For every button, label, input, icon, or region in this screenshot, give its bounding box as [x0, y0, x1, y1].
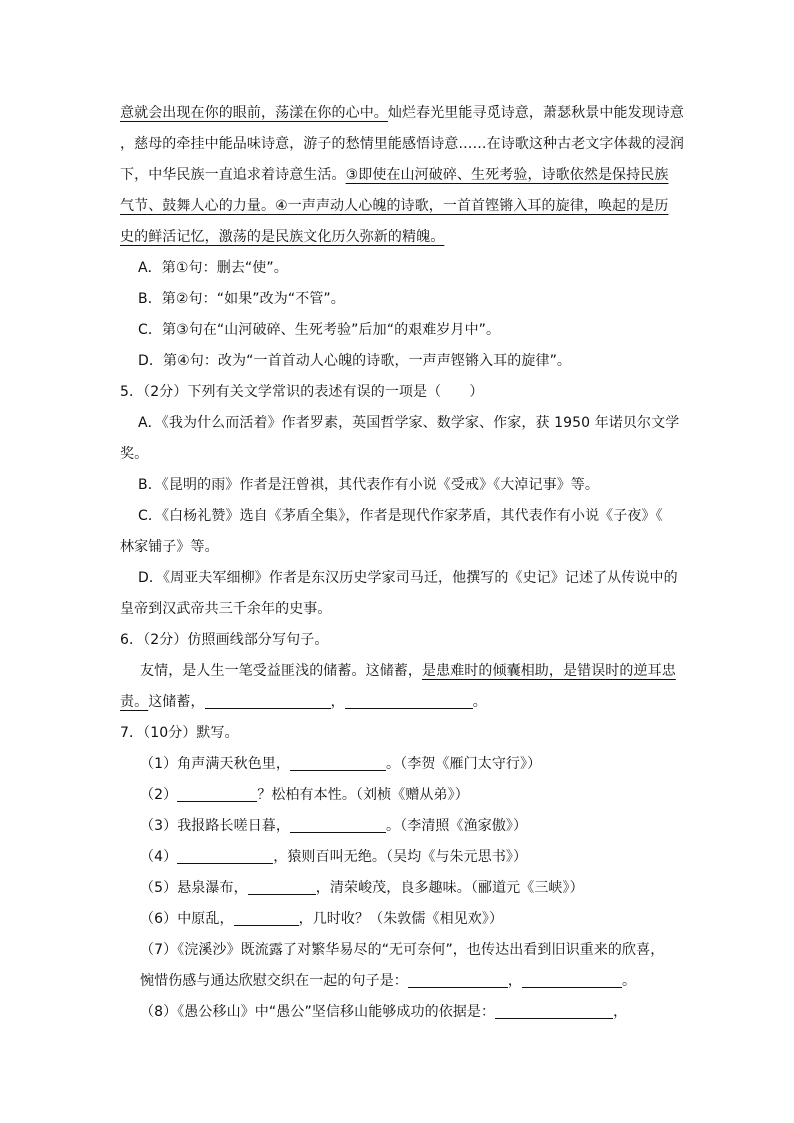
underlined-sentence-4: 气节、鼓舞人心的力量。④一声声动人心魄的诗歌，一首首铿锵入耳的旋律，唤起的是历 — [120, 198, 669, 214]
q6-underlined-model-end: 责。 — [120, 694, 149, 710]
q7-item-4: （4） ，猿则百叫无绝。（吴均《与朱元思书》） — [120, 842, 676, 873]
q6-line-1: 友情，是人生一笔受益匪浅的储蓄。这储蓄，是患难时的倾囊相助，是错误时的逆耳忠 — [140, 663, 676, 679]
passage-line-2: ，慈母的牵挂中能品味诗意，游子的愁情里能感悟诗意……在诗歌这种古老文字体裁的浸润 — [120, 136, 684, 152]
q7-stem: 7．（10分）默写。 — [120, 725, 239, 741]
q7-blank-7b[interactable] — [522, 969, 622, 988]
q4-option-a: A．第①句：删去“使”。 — [138, 260, 288, 276]
q6-answer-blank-2[interactable] — [345, 690, 473, 709]
q5-option-d: D．《周亚夫军细柳》作者是东汉历史学家司马迁，他撰写的《史记》记述了从传说中的 — [138, 570, 678, 586]
q7-blank-6[interactable] — [234, 907, 299, 926]
q6-underlined-model: 是患难时的倾囊相助，是错误时的逆耳忠 — [422, 663, 676, 679]
q7-item-7-cont: 惋惜伤感与通达欣慰交织在一起的句子是： ， 。 — [120, 966, 676, 997]
passage-line-1: 意就会出现在你的眼前，荡漾在你的心中。灿烂春光里能寻觅诗意，萧瑟秋景中能发现诗意 — [120, 105, 685, 121]
q7-blank-7a[interactable] — [408, 969, 508, 988]
q7-blank-2[interactable] — [177, 783, 257, 802]
q5-option-b: B．《昆明的雨》作者是汪曾祺，其代表作有小说《受戒》《大淖记事》等。 — [138, 477, 600, 493]
q4-option-b: B．第②句：“如果”改为“不管”。 — [138, 291, 345, 307]
q4-option-c: C．第③句在“山河破碎、生死考验”后加“的艰难岁月中”。 — [138, 322, 501, 338]
q7-item-1: （1）角声满天秋色里， 。（李贺《雁门太守行》） — [120, 749, 676, 780]
q6-answer-blank-1[interactable] — [205, 690, 331, 709]
q7-blank-5[interactable] — [248, 876, 316, 895]
q5-option-a: A．《我为什么而活着》作者罗素，英国哲学家、数学家、作家，获 1950 年诺贝尔文学 — [138, 415, 680, 431]
q7-blank-8[interactable] — [495, 1000, 613, 1019]
q5-stem: 5．（2分）下列有关文学常识的表述有误的一项是（ ） — [120, 384, 484, 400]
passage-line-5 — [120, 222, 676, 253]
underlined-sentence-2: 意就会出现在你的眼前，荡漾在你的心中。 — [120, 105, 388, 121]
passage-line-4 — [120, 191, 676, 222]
q5-option-d-cont: 皇帝到汉武帝共三千余年的史事。 — [120, 601, 332, 617]
q7-item-7: （7）《浣溪沙》既流露了对繁华易尽的“无可奈何”，也传达出看到旧识重来的欣喜， — [140, 942, 665, 958]
q7-blank-4[interactable] — [177, 845, 273, 864]
underlined-sentence-3: ③即使在山河破碎、生死考验，诗歌依然是保持民族 — [345, 167, 669, 183]
exam-content — [120, 98, 685, 1028]
q7-blank-3[interactable] — [290, 814, 386, 833]
q7-item-5: （5）悬泉瀑布， ，清荣峻茂，良多趣味。（郦道元《三峡》） — [120, 873, 676, 904]
q6-line-2: 责。这储蓄， ， 。 — [120, 687, 676, 718]
q7-item-2: （2） ？松柏有本性。（刘桢《赠从弟》） — [120, 780, 676, 811]
underlined-sentence-4-end: 史的鲜活记忆，激荡的是民族文化历久弥新的精魄。 — [120, 229, 445, 245]
q6-stem: 6．（2分）仿照画线部分写句子。 — [120, 632, 329, 648]
q5-option-a-cont: 奖。 — [120, 446, 149, 462]
q5-option-c: C．《白杨礼赞》选自《茅盾全集》，作者是现代作家茅盾，其代表作有小说《子夜》《 — [138, 508, 663, 524]
q4-option-d: D．第④句：改为“一首首动人心魄的诗歌，一声声铿锵入耳的旋律”。 — [138, 353, 572, 369]
q7-item-8: （8）《愚公移山》中“愚公”坚信移山能够成功的依据是： ， — [120, 997, 676, 1028]
q7-blank-1[interactable] — [290, 752, 386, 771]
q7-item-6: （6）中原乱， ，几时收？（朱敦儒《相见欢》） — [120, 904, 676, 935]
q7-item-3: （3）我报路长嗟日暮， 。（李清照《渔家傲》） — [120, 811, 676, 842]
passage-line-3: 下，中华民族一直追求着诗意生活。③即使在山河破碎、生死考验，诗歌依然是保持民族 — [120, 167, 669, 183]
q5-option-c-cont: 林家铺子》等。 — [120, 539, 219, 555]
